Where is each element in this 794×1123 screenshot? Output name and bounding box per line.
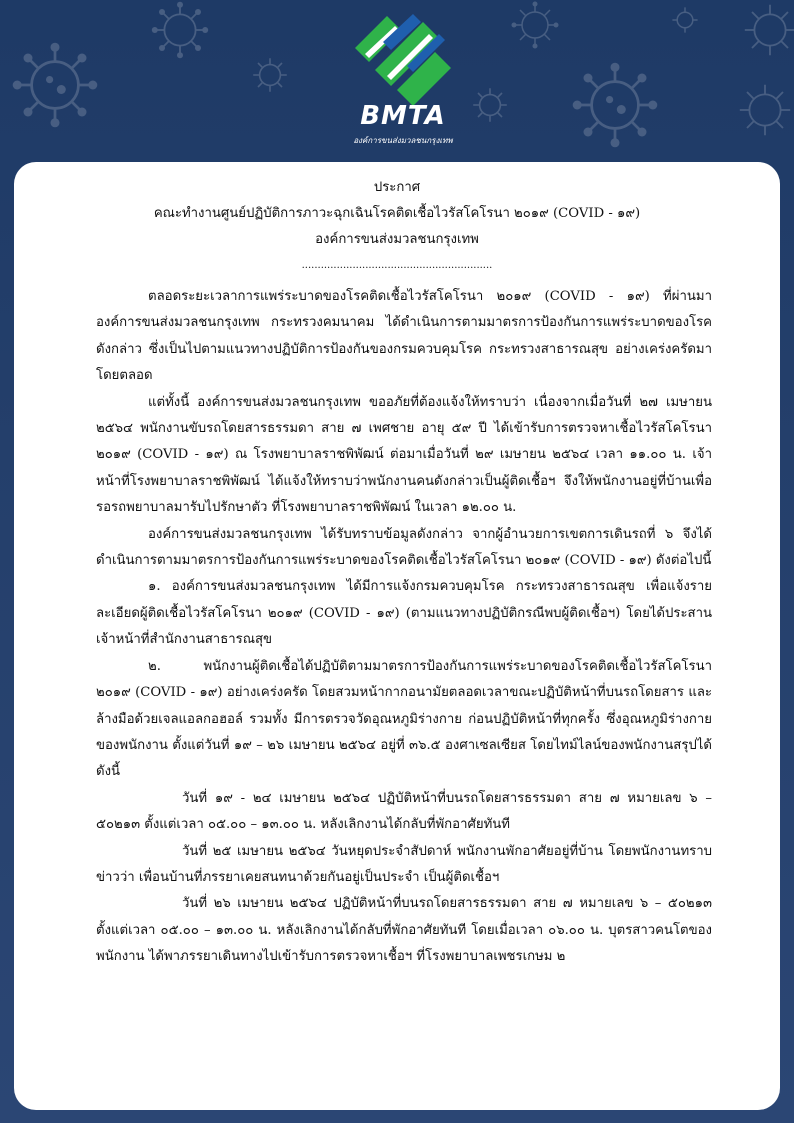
logo-subtitle: องค์การขนส่งมวลชนกรุงเทพ bbox=[353, 136, 453, 145]
virus-icon bbox=[570, 60, 660, 150]
virus-icon bbox=[470, 85, 510, 125]
logo-brand: BMTA bbox=[360, 101, 446, 131]
announcement-title: ประกาศ bbox=[373, 180, 421, 195]
paragraph: ๑. องค์การขนส่งมวลชนกรุงเทพ ได้มีการแจ้งกรมควบคุมโรค กระทรวงสาธารณสุข เพื่อแจ้งรายละเอียดผู้ติดเชื้อไวรัสโคโรนา ๒๐๑๙ (COVID - ๑๙) (ตามแนวทางปฏิบัติกรณีพบผู้ติดเชื้อฯ) โดยได้ประสานเจ้าหน้าที่สำนักงานสาธารณสุข bbox=[96, 579, 712, 648]
paragraph: ๒. พนักงานผู้ติดเชื้อได้ปฏิบัติตามมาตรการป้องกันการแพร่ระบาดของโรคติดเชื้อไวรัสโคโรนา ๒๐๑๙ (COVID - ๑๙) อย่างเคร่งครัด โดยสวมหน้ากากอนามัยตลอดเวลาขณะปฏิบัติหน้าที่บนรถโดยสาร และล้างมือด้วยเจลแอลกอฮอล์ รวมทั้ง มีการตรวจวัดอุณหภูมิร่างกาย ก่อนปฏิบัติหน้าที่ทุกครั้ง ซึ่งอุณหภูมิร่างกายของพนักงาน ตั้งแต่วันที่ ๑๙ – ๒๖ เมษายน ๒๕๖๔ อยู่ที่ ๓๖.๕ องศาเซลเซียส โดยไทม์ไลน์ของพนักงานสรุปได้ ดังนี้ bbox=[96, 658, 712, 780]
virus-icon bbox=[150, 0, 210, 60]
timeline-item: วันที่ ๒๕ เมษายน ๒๕๖๔ วันหยุดประจำสัปดาห์ พนักงานพักอาศัยอยู่ที่บ้าน โดยพนักงานทราบข่าวว่า เพื่อนบ้านที่ภรรยาเคยสนทนาด้วยกันอยู่เป็นประจำ เป็นผู้ติดเชื้อฯ bbox=[96, 843, 712, 885]
timeline-item: วันที่ ๒๖ เมษายน ๒๕๖๔ ปฏิบัติหน้าที่บนรถโดยสารธรรมดา สาย ๗ หมายเลข ๖ – ๕๐๒๑๓ ตั้งแต่เวลา ๐๕.๐๐ – ๑๓.๐๐ น. หลังเลิกงานได้กลับที่พักอาศัยทันที โดยเมื่อเวลา ๐๖.๐๐ น. บุตรสาวคนโตของพนักงาน ได้พาภรรยาเดินทางไปเข้ารับการตรวจหาเชื้อฯ ที่โรงพยาบาลเพชรเกษม ๒ bbox=[96, 896, 712, 965]
bmta-logo bbox=[335, 8, 465, 148]
announcement-subtitle: คณะทำงานศูนย์ปฏิบัติการภาวะฉุกเฉินโรคติดเชื้อไวรัสโคโรนา ๒๐๑๙ (COVID - ๑๙) bbox=[153, 206, 641, 221]
virus-icon bbox=[740, 0, 794, 60]
virus-icon bbox=[10, 40, 100, 130]
timeline-item: วันที่ ๑๙ - ๒๔ เมษายน ๒๕๖๔ ปฏิบัติหน้าที่บนรถโดยสารธรรมดา สาย ๗ หมายเลข ๖ – ๕๐๒๑๓ ตั้งแต่เวลา ๐๕.๐๐ – ๑๓.๐๐ น. หลังเลิกงานได้กลับที่พักอาศัยทันที bbox=[96, 790, 712, 833]
paragraph: องค์การขนส่งมวลชนกรุงเทพ ได้รับทราบข้อมูลดังกล่าว จากผู้อำนวยการเขตการเดินรถที่ ๖ จึงได้ดำเนินการตามมาตรการป้องกันการแพร่ระบาดของโรคติดเชื้อไวรัสโคโรนา ๒๐๑๙ (COVID - ๑๙) ดังต่อไปนี้ bbox=[96, 526, 712, 569]
header-divider: ............................................................ bbox=[301, 260, 493, 271]
virus-icon bbox=[670, 5, 700, 35]
virus-icon bbox=[250, 55, 290, 95]
announcement-body bbox=[96, 284, 712, 971]
paragraph: แต่ทั้งนี้ องค์การขนส่งมวลชนกรุงเทพ ขออภัยที่ต้องแจ้งให้ทราบว่า เนื่องจากเมื่อวันที่ ๒๗ เมษายน ๒๕๖๔ พนักงานขับรถโดยสารธรรมดา สาย ๗ เพศชาย อายุ ๕๙ ปี ได้เข้ารับการตรวจหาเชื้อไวรัสโคโรนา ๒๐๑๙ (COVID - ๑๙) ณ โรงพยาบาลราชพิพัฒน์ ต่อมาเมื่อวันที่ ๒๙ เมษายน ๒๕๖๔ เวลา ๑๑.๐๐ น. เจ้าหน้าที่โรงพยาบาลราชพิพัฒน์ ได้แจ้งให้ทราบว่าพนักงานคนดังกล่าวเป็นผู้ติดเชื้อฯ จึงให้พนักงานอยู่ที่บ้านเพื่อรอรถพยาบาลมารับไปรักษาตัว ที่โรงพยาบาลราชพิพัฒน์ ในเวลา ๑๒.๐๐ น. bbox=[96, 394, 712, 516]
bmta-emblem-icon bbox=[335, 8, 465, 108]
virus-icon bbox=[735, 80, 794, 140]
announcement-organization: องค์การขนส่งมวลชนกรุงเทพ bbox=[315, 232, 479, 247]
virus-icon bbox=[510, 0, 560, 50]
announcement-card bbox=[14, 162, 780, 1110]
paragraph: ตลอดระยะเวลาการแพร่ระบาดของโรคติดเชื้อไวรัสโคโรนา ๒๐๑๙ (COVID - ๑๙) ที่ผ่านมาองค์การขนส่งมวลชนกรุงเทพ กระทรวงคมนาคม ได้ดำเนินการตามมาตรการป้องกันการแพร่ระบาดของโรคดังกล่าว ซึ่งเป็นไปตามแนวทางปฏิบัติการป้องกันของกรมควบคุมโรค กระทรวงสาธารณสุข อย่างเคร่งครัดมาโดยตลอด bbox=[96, 289, 712, 384]
